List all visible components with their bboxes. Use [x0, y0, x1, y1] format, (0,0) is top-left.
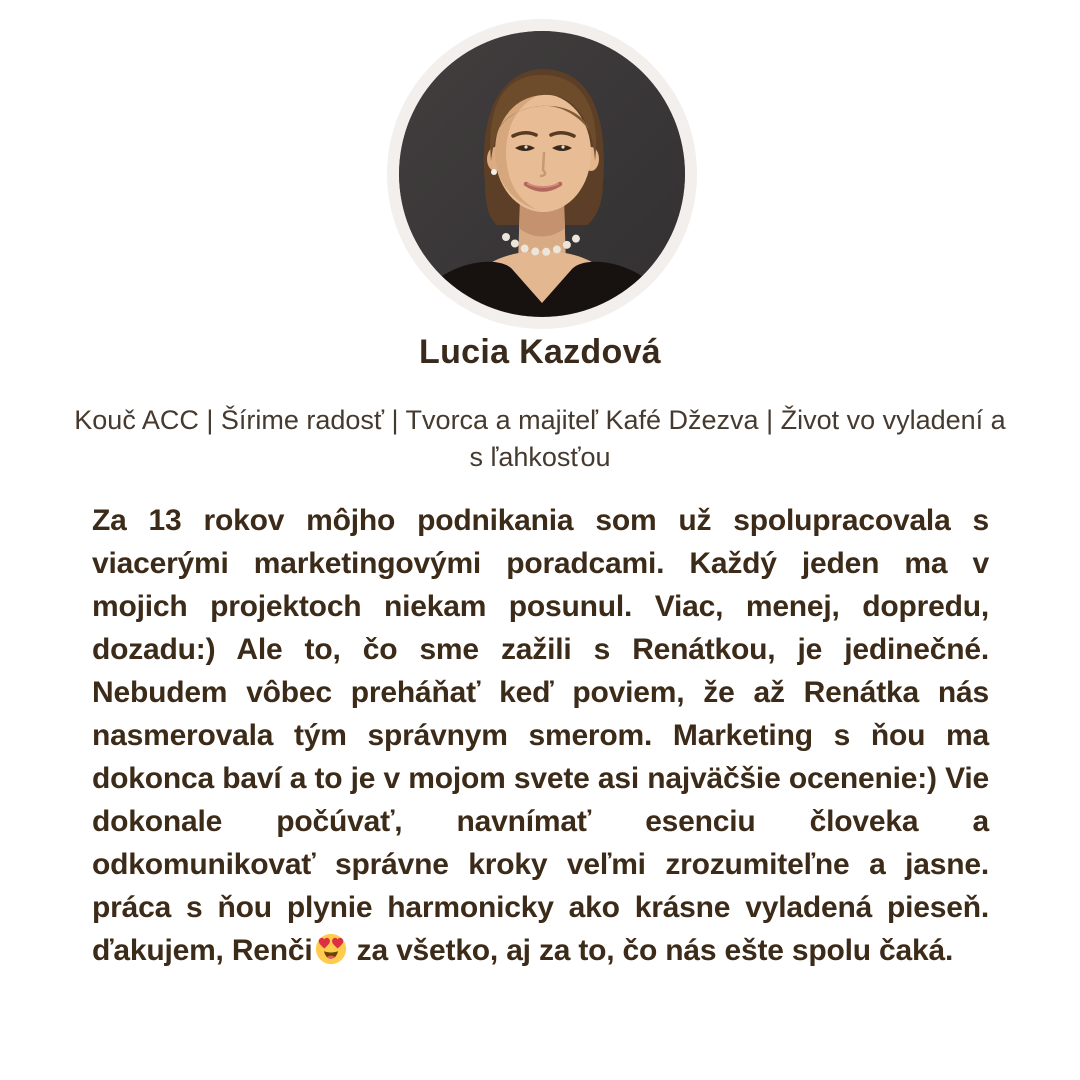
heart-eyes-emoji [315, 933, 347, 965]
avatar [399, 31, 685, 317]
avatar-ring [387, 19, 697, 329]
testimonial-text [92, 499, 989, 972]
portrait-illustration [399, 31, 685, 317]
testimonial-text-part-2: za všetko, aj za to, čo nás ešte spolu čaká. [348, 934, 954, 967]
person-tagline: Kouč ACC | Šírime radosť | Tvorca a majiteľ Kafé Džezva | Život vo vyladení a s ľahkosťou [74, 405, 1006, 472]
person-name: Lucia Kazdová [419, 333, 661, 371]
testimonial-text-part-1: Za 13 rokov môjho podnikania som už spolupracovala s viacerými marketingovými poradcami. Každý jeden ma v mojich projektoch niekam posunul. Viac, menej, dopredu, dozadu:) Ale to, čo sme zažili s Renátkou, je jedinečné. Nebudem vôbec preháňať keď poviem, že až Renátka nás nasmerovala tým správnym smerom. Marketing s ňou ma dokonca baví a to je v mojom svete asi najväčšie ocenenie:) Vie dokonale počúvať, navnímať esenciu človeka a odkomunikovať správne kroky veľmi zrozumiteľne a jasne. práca s ňou plynie harmonicky ako krásne vyladená pieseň. ďakujem, Renči [92, 504, 989, 967]
